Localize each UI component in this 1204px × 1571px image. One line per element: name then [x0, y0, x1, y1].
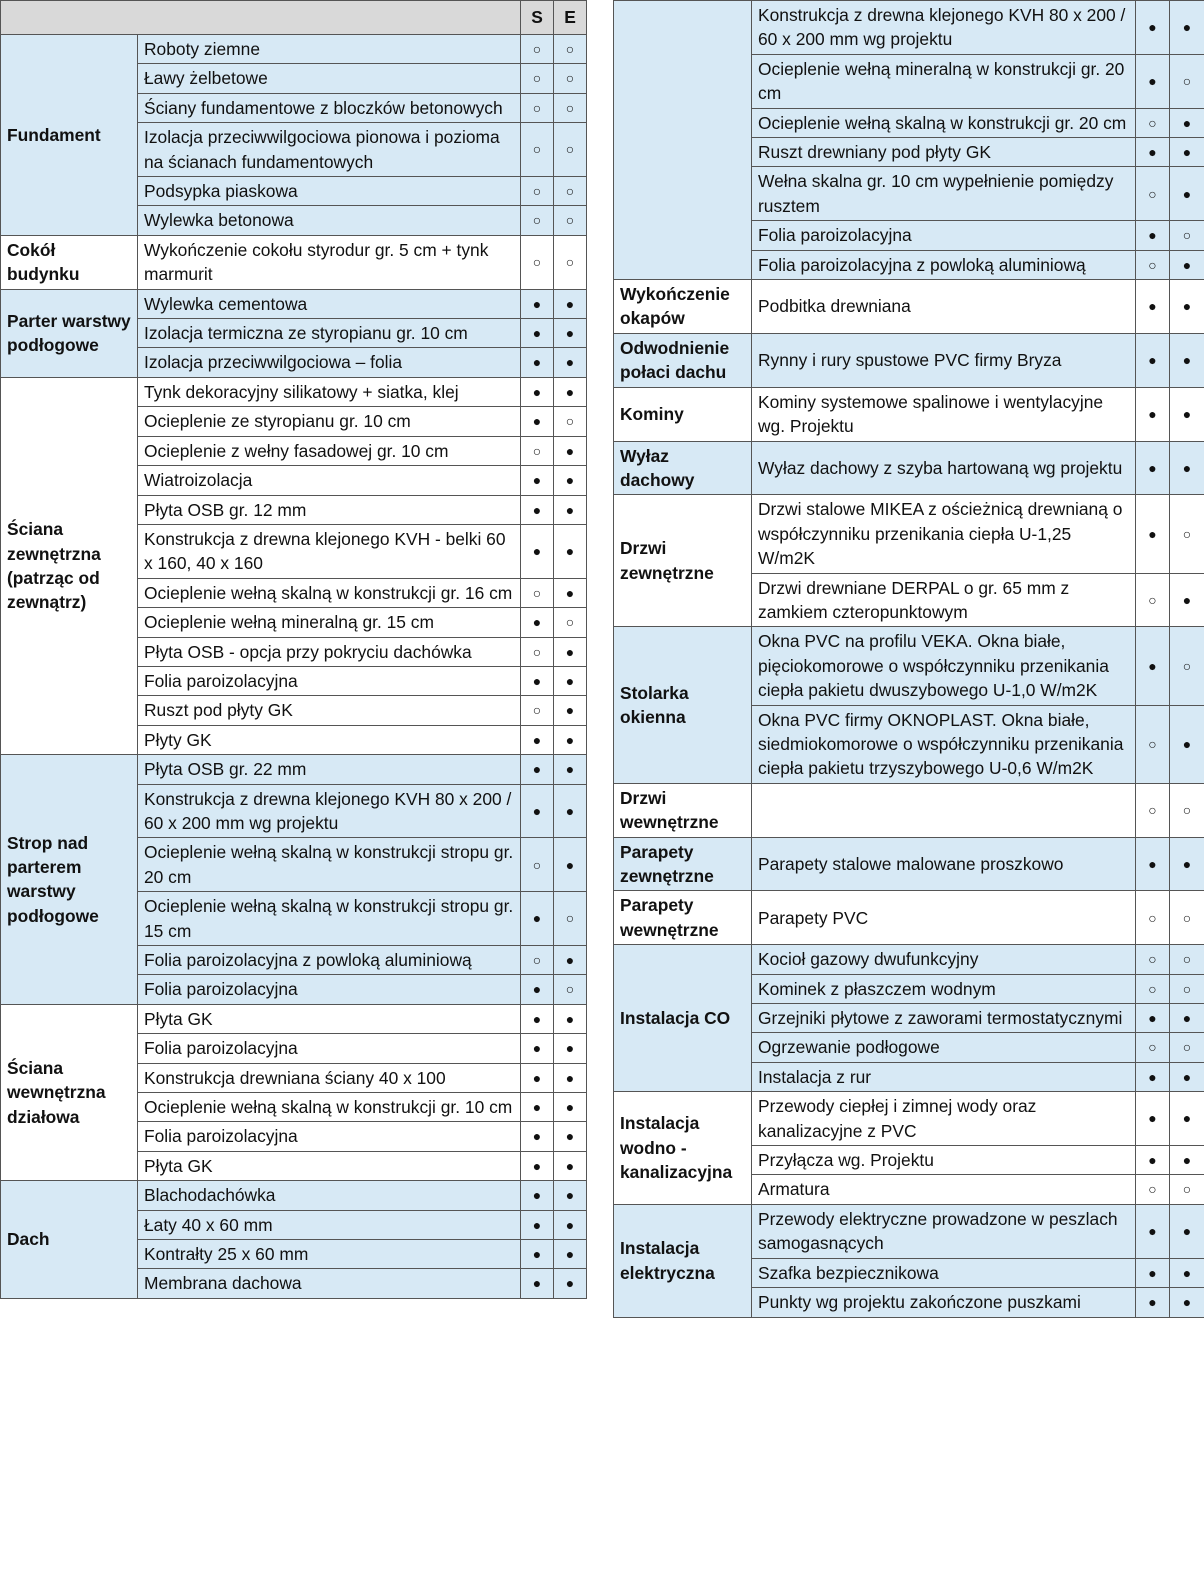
- item-description: Izolacja przeciwwilgociowa – folia: [138, 348, 521, 377]
- item-description: Wylewka cementowa: [138, 289, 521, 318]
- item-description: Płyta GK: [138, 1151, 521, 1180]
- item-description: Folia paroizolacyjna: [752, 221, 1136, 250]
- table-row: [1, 289, 587, 318]
- mark-e-empty-icon: ○: [554, 235, 587, 289]
- mark-s-filled-icon: ●: [521, 1240, 554, 1269]
- mark-s-empty-icon: ○: [521, 64, 554, 93]
- item-description: Okna PVC firmy OKNOPLAST. Okna białe, siedmiokomorowe o współczynniku przenikania ciepła pakietu trzyszybowego U-0,6 W/m2K: [752, 705, 1136, 783]
- category-cell-drzwi-wewnetrzne: Drzwi wewnętrzne: [614, 783, 752, 837]
- item-description: Podbitka drewniana: [752, 280, 1136, 334]
- mark-s-filled-icon: ●: [521, 1269, 554, 1298]
- item-description: Przewody elektryczne prowadzone w peszlach samogasnących: [752, 1204, 1136, 1258]
- category-cell-odwodnienie-polaci-dachu: Odwodnienie połaci dachu: [614, 333, 752, 387]
- item-description: Ławy żelbetowe: [138, 64, 521, 93]
- mark-s-filled-icon: ●: [521, 377, 554, 406]
- mark-s-empty-icon: ○: [1136, 705, 1170, 783]
- item-description: Instalacja z rur: [752, 1062, 1136, 1091]
- mark-s-empty-icon: ○: [521, 123, 554, 177]
- mark-s-filled-icon: ●: [521, 407, 554, 436]
- mark-s-empty-icon: ○: [1136, 250, 1170, 279]
- right-spec-table: [613, 0, 1204, 1318]
- item-description: Szafka bezpiecznikowa: [752, 1258, 1136, 1287]
- mark-s-empty-icon: ○: [1136, 783, 1170, 837]
- mark-e-filled-icon: ●: [1170, 837, 1204, 891]
- item-description: Konstrukcja z drewna klejonego KVH - belki 60 x 160, 40 x 160: [138, 524, 521, 578]
- table-row: [614, 495, 1204, 573]
- mark-s-empty-icon: ○: [521, 35, 554, 64]
- category-cell-blank: [614, 1, 752, 280]
- mark-e-filled-icon: ●: [1170, 1146, 1204, 1175]
- item-description: Przyłącza wg. Projektu: [752, 1146, 1136, 1175]
- mark-e-empty-icon: ○: [1170, 974, 1204, 1003]
- mark-e-filled-icon: ●: [1170, 280, 1204, 334]
- mark-s-filled-icon: ●: [521, 319, 554, 348]
- mark-s-filled-icon: ●: [521, 725, 554, 754]
- mark-s-filled-icon: ●: [1136, 441, 1170, 495]
- item-description: Ruszt pod płyty GK: [138, 696, 521, 725]
- item-description: Ruszt drewniany pod płyty GK: [752, 138, 1136, 167]
- item-description: Kontrałty 25 x 60 mm: [138, 1240, 521, 1269]
- category-cell-dach: Dach: [1, 1181, 138, 1299]
- mark-s-empty-icon: ○: [521, 177, 554, 206]
- mark-s-empty-icon: ○: [1136, 945, 1170, 974]
- item-description: Izolacja termiczna ze styropianu gr. 10 cm: [138, 319, 521, 348]
- category-cell-instalacja-co: Instalacja CO: [614, 945, 752, 1092]
- header-row: [1, 1, 587, 35]
- category-cell-strop-nad-parterem-warstwy-podlogowe: Strop nad parterem warstwy podłogowe: [1, 755, 138, 1005]
- mark-s-empty-icon: ○: [521, 696, 554, 725]
- mark-s-filled-icon: ●: [1136, 1092, 1170, 1146]
- item-description: Ocieplenie z wełny fasadowej gr. 10 cm: [138, 436, 521, 465]
- mark-s-empty-icon: ○: [1136, 974, 1170, 1003]
- mark-s-filled-icon: ●: [521, 1151, 554, 1180]
- mark-e-filled-icon: ●: [554, 289, 587, 318]
- category-cell-wykonczenie-okapow: Wykończenie okapów: [614, 280, 752, 334]
- left-spec-table: [0, 0, 587, 1299]
- col-e-header: E: [554, 1, 587, 35]
- mark-e-empty-icon: ○: [554, 35, 587, 64]
- item-description: Punkty wg projektu zakończone puszkami: [752, 1288, 1136, 1317]
- mark-s-empty-icon: ○: [521, 93, 554, 122]
- table-row: [614, 280, 1204, 334]
- item-description: Płyta OSB gr. 12 mm: [138, 495, 521, 524]
- table-row: [1, 235, 587, 289]
- table-row: [1, 35, 587, 64]
- mark-s-filled-icon: ●: [521, 755, 554, 784]
- item-description: Ocieplenie wełną skalną w konstrukcji gr. 16 cm: [138, 578, 521, 607]
- mark-s-filled-icon: ●: [521, 348, 554, 377]
- item-description: Konstrukcja z drewna klejonego KVH 80 x 200 / 60 x 200 mm wg projektu: [752, 1, 1136, 55]
- mark-s-empty-icon: ○: [1136, 573, 1170, 627]
- category-cell-parapety-zewnetrzne: Parapety zewnętrzne: [614, 837, 752, 891]
- item-description: [752, 783, 1136, 837]
- item-description: Armatura: [752, 1175, 1136, 1204]
- mark-s-filled-icon: ●: [521, 495, 554, 524]
- mark-s-filled-icon: ●: [1136, 1288, 1170, 1317]
- item-description: Ocieplenie wełną skalną w konstrukcji gr. 20 cm: [752, 108, 1136, 137]
- mark-e-empty-icon: ○: [1170, 1033, 1204, 1062]
- item-description: Folia paroizolacyjna: [138, 1034, 521, 1063]
- mark-e-filled-icon: ●: [554, 466, 587, 495]
- category-cell-sciana-wewnetrzna-dzialowa: Ściana wewnętrzna działowa: [1, 1004, 138, 1180]
- table-row: [1, 377, 587, 406]
- mark-s-empty-icon: ○: [521, 946, 554, 975]
- item-description: Kominy systemowe spalinowe i wentylacyjne wg. Projektu: [752, 387, 1136, 441]
- mark-e-filled-icon: ●: [554, 696, 587, 725]
- mark-e-empty-icon: ○: [554, 93, 587, 122]
- mark-s-filled-icon: ●: [1136, 138, 1170, 167]
- mark-s-filled-icon: ●: [521, 608, 554, 637]
- table-row: [614, 1, 1204, 55]
- mark-s-filled-icon: ●: [521, 1004, 554, 1033]
- item-description: Kocioł gazowy dwufunkcyjny: [752, 945, 1136, 974]
- item-description: Płyta OSB gr. 22 mm: [138, 755, 521, 784]
- mark-s-filled-icon: ●: [1136, 495, 1170, 573]
- mark-s-filled-icon: ●: [521, 524, 554, 578]
- mark-e-filled-icon: ●: [554, 1269, 587, 1298]
- table-row: [614, 945, 1204, 974]
- item-description: Drzwi stalowe MIKEA z ościeżnicą drewnianą o współczynniku przenikania ciepła U-1,25 W/m2K: [752, 495, 1136, 573]
- category-cell-parter-warstwy-podlogowe: Parter warstwy podłogowe: [1, 289, 138, 377]
- item-description: Parapety stalowe malowane proszkowo: [752, 837, 1136, 891]
- mark-e-filled-icon: ●: [1170, 138, 1204, 167]
- item-description: Grzejniki płytowe z zaworami termostatycznymi: [752, 1004, 1136, 1033]
- item-description: Konstrukcja drewniana ściany 40 x 100: [138, 1063, 521, 1092]
- mark-e-empty-icon: ○: [554, 407, 587, 436]
- mark-e-empty-icon: ○: [554, 975, 587, 1004]
- mark-s-filled-icon: ●: [1136, 221, 1170, 250]
- mark-s-filled-icon: ●: [1136, 1062, 1170, 1091]
- mark-s-filled-icon: ●: [1136, 333, 1170, 387]
- table-row: [614, 1092, 1204, 1146]
- mark-e-empty-icon: ○: [554, 177, 587, 206]
- item-description: Ogrzewanie podłogowe: [752, 1033, 1136, 1062]
- category-cell-cokol-budynku: Cokół budynku: [1, 235, 138, 289]
- mark-e-filled-icon: ●: [1170, 1288, 1204, 1317]
- table-row: [614, 627, 1204, 705]
- mark-e-filled-icon: ●: [554, 784, 587, 838]
- item-description: Płyta GK: [138, 1004, 521, 1033]
- item-description: Ocieplenie wełną mineralną gr. 15 cm: [138, 608, 521, 637]
- mark-s-filled-icon: ●: [1136, 627, 1170, 705]
- mark-s-empty-icon: ○: [521, 436, 554, 465]
- mark-s-filled-icon: ●: [1136, 837, 1170, 891]
- mark-s-filled-icon: ●: [521, 1210, 554, 1239]
- item-description: Wyłaz dachowy z szyba hartowaną wg projektu: [752, 441, 1136, 495]
- item-description: Folia paroizolacyjna: [138, 975, 521, 1004]
- category-cell-wylaz-dachowy: Wyłaz dachowy: [614, 441, 752, 495]
- mark-e-empty-icon: ○: [554, 123, 587, 177]
- item-description: Konstrukcja z drewna klejonego KVH 80 x 200 / 60 x 200 mm wg projektu: [138, 784, 521, 838]
- mark-e-filled-icon: ●: [554, 1122, 587, 1151]
- item-description: Folia paroizolacyjna z powloką aluminiową: [752, 250, 1136, 279]
- mark-e-empty-icon: ○: [554, 64, 587, 93]
- mark-s-filled-icon: ●: [521, 892, 554, 946]
- mark-e-filled-icon: ●: [1170, 1004, 1204, 1033]
- item-description: Płyty GK: [138, 725, 521, 754]
- table-row: [614, 891, 1204, 945]
- mark-e-filled-icon: ●: [554, 495, 587, 524]
- mark-e-filled-icon: ●: [1170, 387, 1204, 441]
- mark-e-filled-icon: ●: [554, 1034, 587, 1063]
- table-row: [1, 1004, 587, 1033]
- category-cell-instalacja-wodno-kanalizacyjna: Instalacja wodno - kanalizacyjna: [614, 1092, 752, 1205]
- mark-s-empty-icon: ○: [1136, 167, 1170, 221]
- item-description: Membrana dachowa: [138, 1269, 521, 1298]
- mark-s-filled-icon: ●: [1136, 1204, 1170, 1258]
- mark-e-filled-icon: ●: [1170, 1092, 1204, 1146]
- mark-s-filled-icon: ●: [1136, 280, 1170, 334]
- mark-e-empty-icon: ○: [1170, 891, 1204, 945]
- mark-e-empty-icon: ○: [554, 892, 587, 946]
- mark-e-empty-icon: ○: [1170, 783, 1204, 837]
- mark-e-filled-icon: ●: [554, 578, 587, 607]
- mark-s-empty-icon: ○: [1136, 1175, 1170, 1204]
- item-description: Parapety PVC: [752, 891, 1136, 945]
- item-description: Ocieplenie ze styropianu gr. 10 cm: [138, 407, 521, 436]
- mark-e-filled-icon: ●: [554, 524, 587, 578]
- mark-e-filled-icon: ●: [554, 436, 587, 465]
- item-description: Ocieplenie wełną mineralną w konstrukcji gr. 20 cm: [752, 54, 1136, 108]
- mark-e-filled-icon: ●: [554, 755, 587, 784]
- mark-e-filled-icon: ●: [1170, 1258, 1204, 1287]
- mark-s-filled-icon: ●: [521, 784, 554, 838]
- category-cell-drzwi-zewnetrzne: Drzwi zewnętrzne: [614, 495, 752, 627]
- mark-s-filled-icon: ●: [521, 1034, 554, 1063]
- mark-s-filled-icon: ●: [521, 1122, 554, 1151]
- mark-s-filled-icon: ●: [521, 666, 554, 695]
- item-description: Rynny i rury spustowe PVC firmy Bryza: [752, 333, 1136, 387]
- mark-e-filled-icon: ●: [554, 348, 587, 377]
- item-description: Wylewka betonowa: [138, 206, 521, 235]
- item-description: Płyta OSB - opcja przy pokryciu dachówka: [138, 637, 521, 666]
- item-description: Folia paroizolacyjna z powloką aluminiową: [138, 946, 521, 975]
- mark-e-filled-icon: ●: [554, 1240, 587, 1269]
- category-cell-fundament: Fundament: [1, 35, 138, 236]
- mark-e-empty-icon: ○: [1170, 221, 1204, 250]
- mark-e-empty-icon: ○: [1170, 627, 1204, 705]
- mark-e-filled-icon: ●: [1170, 167, 1204, 221]
- mark-s-filled-icon: ●: [521, 1093, 554, 1122]
- mark-e-filled-icon: ●: [554, 838, 587, 892]
- mark-e-filled-icon: ●: [1170, 573, 1204, 627]
- mark-e-filled-icon: ●: [554, 377, 587, 406]
- item-description: Wełna skalna gr. 10 cm wypełnienie pomiędzy rusztem: [752, 167, 1136, 221]
- item-description: Ocieplenie wełną skalną w konstrukcji stropu gr. 15 cm: [138, 892, 521, 946]
- category-cell-parapety-wewnetrzne: Parapety wewnętrzne: [614, 891, 752, 945]
- item-description: Wykończenie cokołu styrodur gr. 5 cm + tynk marmurit: [138, 235, 521, 289]
- mark-e-filled-icon: ●: [554, 637, 587, 666]
- table-row: [1, 755, 587, 784]
- mark-e-filled-icon: ●: [554, 1063, 587, 1092]
- table-row: [614, 783, 1204, 837]
- table-row: [1, 1181, 587, 1210]
- table-row: [614, 837, 1204, 891]
- item-description: Blachodachówka: [138, 1181, 521, 1210]
- item-description: Łaty 40 x 60 mm: [138, 1210, 521, 1239]
- category-cell-kominy: Kominy: [614, 387, 752, 441]
- mark-s-filled-icon: ●: [1136, 1, 1170, 55]
- mark-s-filled-icon: ●: [521, 1063, 554, 1092]
- mark-s-empty-icon: ○: [521, 637, 554, 666]
- item-description: Ściany fundamentowe z bloczków betonowych: [138, 93, 521, 122]
- mark-e-empty-icon: ○: [1170, 945, 1204, 974]
- mark-e-empty-icon: ○: [1170, 1175, 1204, 1204]
- mark-s-filled-icon: ●: [1136, 1258, 1170, 1287]
- mark-e-empty-icon: ○: [554, 608, 587, 637]
- item-description: Przewody ciepłej i zimnej wody oraz kanalizacyjne z PVC: [752, 1092, 1136, 1146]
- item-description: Ocieplenie wełną skalną w konstrukcji stropu gr. 20 cm: [138, 838, 521, 892]
- mark-e-filled-icon: ●: [554, 1093, 587, 1122]
- mark-e-filled-icon: ●: [1170, 705, 1204, 783]
- category-cell-sciana-zewnetrzna-patrzac-od-zewnatrz: Ściana zewnętrzna (patrząc od zewnątrz): [1, 377, 138, 754]
- table-row: [614, 1204, 1204, 1258]
- item-description: Drzwi drewniane DERPAL o gr. 65 mm z zamkiem czteropunktowym: [752, 573, 1136, 627]
- col-s-header: S: [521, 1, 554, 35]
- item-description: Ocieplenie wełną skalną w konstrukcji gr. 10 cm: [138, 1093, 521, 1122]
- mark-e-filled-icon: ●: [554, 1004, 587, 1033]
- item-description: Folia paroizolacyjna: [138, 1122, 521, 1151]
- mark-e-empty-icon: ○: [1170, 54, 1204, 108]
- item-description: Folia paroizolacyjna: [138, 666, 521, 695]
- mark-s-empty-icon: ○: [521, 578, 554, 607]
- mark-s-filled-icon: ●: [521, 289, 554, 318]
- mark-e-filled-icon: ●: [554, 666, 587, 695]
- table-row: [614, 333, 1204, 387]
- mark-s-empty-icon: ○: [521, 838, 554, 892]
- item-description: Podsypka piaskowa: [138, 177, 521, 206]
- mark-e-filled-icon: ●: [554, 1181, 587, 1210]
- mark-e-filled-icon: ●: [1170, 1, 1204, 55]
- mark-e-filled-icon: ●: [1170, 441, 1204, 495]
- mark-e-filled-icon: ●: [1170, 250, 1204, 279]
- mark-e-filled-icon: ●: [554, 1210, 587, 1239]
- mark-s-empty-icon: ○: [1136, 891, 1170, 945]
- mark-s-filled-icon: ●: [1136, 1146, 1170, 1175]
- mark-s-filled-icon: ●: [521, 466, 554, 495]
- mark-s-filled-icon: ●: [1136, 54, 1170, 108]
- mark-e-empty-icon: ○: [1170, 495, 1204, 573]
- item-description: Wiatroizolacja: [138, 466, 521, 495]
- mark-s-filled-icon: ●: [1136, 1004, 1170, 1033]
- mark-s-filled-icon: ●: [521, 975, 554, 1004]
- mark-s-empty-icon: ○: [521, 235, 554, 289]
- item-description: Okna PVC na profilu VEKA. Okna białe, pięciokomorowe o współczynniku przenikania ciepła pakietu dwuszybowego U-1,0 W/m2K: [752, 627, 1136, 705]
- mark-s-filled-icon: ●: [521, 1181, 554, 1210]
- mark-s-empty-icon: ○: [1136, 108, 1170, 137]
- mark-e-filled-icon: ●: [554, 946, 587, 975]
- mark-e-filled-icon: ●: [1170, 1204, 1204, 1258]
- table-row: [614, 387, 1204, 441]
- category-cell-stolarka-okienna: Stolarka okienna: [614, 627, 752, 783]
- item-description: Kominek z płaszczem wodnym: [752, 974, 1136, 1003]
- mark-s-empty-icon: ○: [521, 206, 554, 235]
- table-row: [614, 441, 1204, 495]
- mark-e-empty-icon: ○: [554, 206, 587, 235]
- mark-e-filled-icon: ●: [1170, 1062, 1204, 1091]
- header-blank-cell: [1, 1, 521, 35]
- mark-e-filled-icon: ●: [1170, 108, 1204, 137]
- mark-e-filled-icon: ●: [1170, 333, 1204, 387]
- mark-e-filled-icon: ●: [554, 319, 587, 348]
- item-description: Roboty ziemne: [138, 35, 521, 64]
- mark-e-filled-icon: ●: [554, 725, 587, 754]
- mark-e-filled-icon: ●: [554, 1151, 587, 1180]
- item-description: Tynk dekoracyjny silikatowy + siatka, klej: [138, 377, 521, 406]
- category-cell-instalacja-elektryczna: Instalacja elektryczna: [614, 1204, 752, 1317]
- mark-s-filled-icon: ●: [1136, 387, 1170, 441]
- mark-s-empty-icon: ○: [1136, 1033, 1170, 1062]
- item-description: Izolacja przeciwwilgociowa pionowa i pozioma na ścianach fundamentowych: [138, 123, 521, 177]
